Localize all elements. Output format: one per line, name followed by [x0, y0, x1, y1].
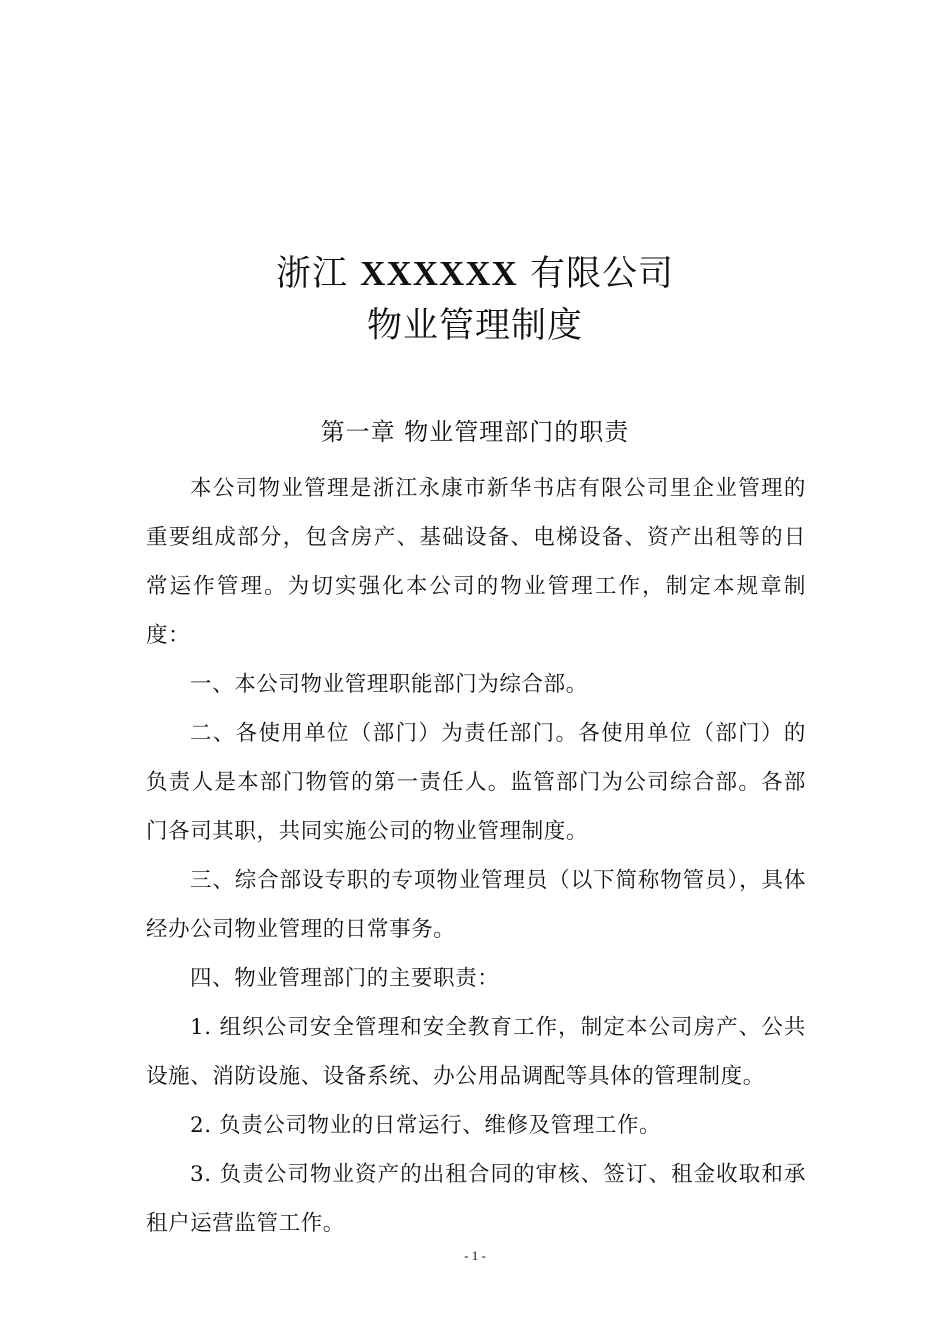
paragraph-duty-1: 1. 组织公司安全管理和安全教育工作，制定本公司房产、公共设施、消防设施、设备系统、办公用品调配等具体的管理制度。: [146, 1015, 806, 1089]
paragraph-item-2: 二、各使用单位（部门）为责任部门。各使用单位（部门）的负责人是本部门物管的第一责任人。监管部门为公司综合部。各部门各司其职，共同实施公司的物业管理制度。: [146, 721, 806, 844]
title-company-code: XXXXXX: [360, 254, 518, 293]
body-text: [146, 464, 806, 1248]
paragraph-item-4: 四、物业管理部门的主要职责：: [190, 966, 500, 991]
paragraph-item-3: 三、综合部设专职的专项物业管理员（以下简称物管员），具体经办公司物业管理的日常事务。: [146, 868, 806, 942]
chapter-heading: 第一章 物业管理部门的职责: [320, 418, 630, 446]
document-title: [0, 248, 950, 300]
paragraph-duty-3: 3. 负责公司物业资产的出租合同的审核、签订、租金收取和承租户运营监管工作。: [146, 1162, 806, 1236]
paragraph-item-1: 一、本公司物业管理职能部门为综合部。: [190, 672, 588, 697]
title-prefix: 浙江: [276, 254, 349, 294]
page-number: - 1 -: [464, 1248, 486, 1263]
paragraph-duty-2: 2. 负责公司物业的日常运行、维修及管理工作。: [190, 1113, 662, 1138]
title-block: [0, 248, 950, 352]
title-suffix: 有限公司: [529, 254, 674, 294]
paragraph-intro: 本公司物业管理是浙江永康市新华书店有限公司里企业管理的重要组成部分，包含房产、基础设备、电梯设备、资产出租等的日常运作管理。为切实强化本公司的物业管理工作，制定本规章制度：: [146, 476, 806, 648]
document-subtitle: 物业管理制度: [366, 306, 583, 346]
